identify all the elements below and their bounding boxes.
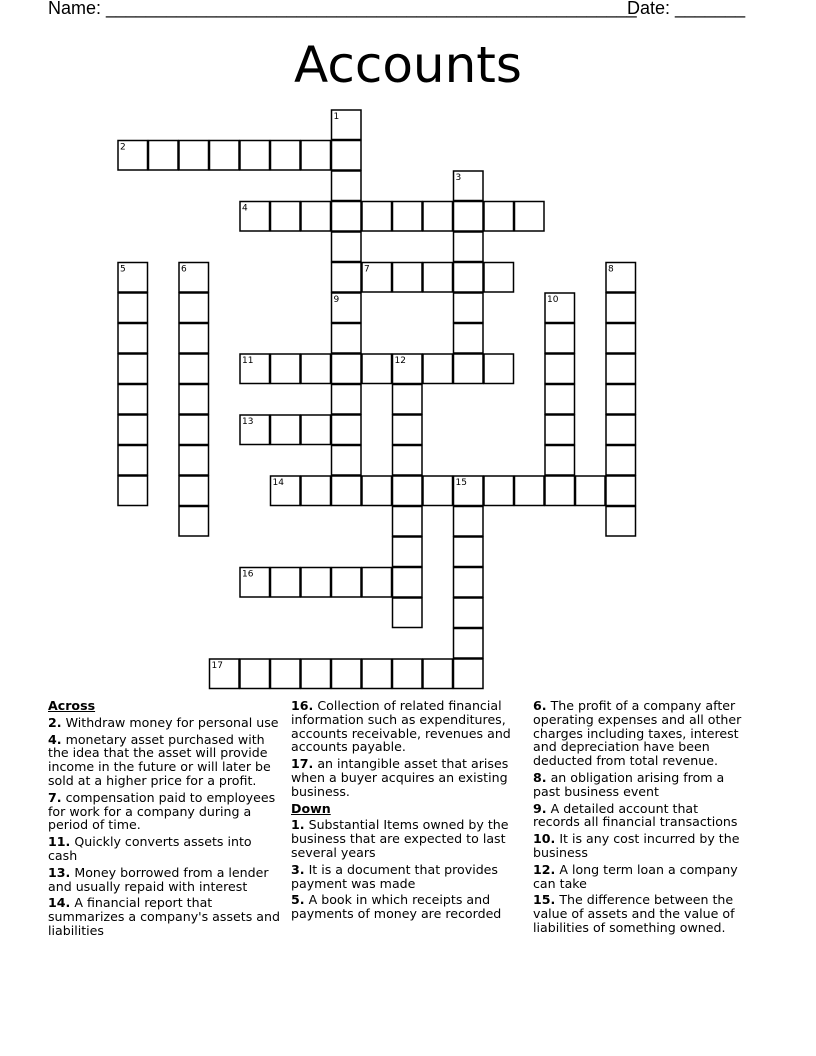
clue-number: 15. (533, 892, 556, 908)
crossword-cell[interactable] (301, 141, 331, 171)
crossword-cell[interactable] (454, 568, 484, 598)
cell-number: 12 (394, 356, 406, 366)
name-field[interactable]: Name: _____________________________________________________ (48, 0, 637, 18)
crossword-cell[interactable] (393, 385, 423, 415)
clue-down-6 (533, 699, 747, 768)
crossword-cell[interactable] (545, 324, 575, 354)
cell-number: 14 (272, 478, 284, 488)
crossword-cell[interactable] (179, 446, 209, 476)
clue-text: A financial report that summarizes a company's assets and liabilities (48, 895, 280, 938)
crossword-cell[interactable] (545, 415, 575, 445)
cell-number: 8 (608, 264, 614, 275)
crossword-cell[interactable] (118, 385, 148, 415)
page-title: Accounts (294, 36, 522, 94)
clue-across-11 (48, 835, 284, 863)
crossword-cell[interactable] (362, 354, 392, 384)
crossword-cell[interactable] (393, 476, 423, 506)
crossword-cell[interactable] (393, 537, 423, 567)
crossword-cell[interactable] (271, 141, 301, 171)
crossword-cell[interactable] (454, 598, 484, 628)
cell-number: 11 (242, 356, 254, 366)
cell-number: 7 (364, 264, 370, 275)
crossword-cell[interactable] (301, 568, 331, 598)
crossword-cell[interactable] (179, 385, 209, 415)
clue-down-8 (533, 771, 747, 799)
crossword-cell[interactable] (576, 476, 606, 506)
crossword-cell[interactable] (393, 507, 423, 537)
crossword-cell[interactable] (179, 324, 209, 354)
crossword-cell[interactable] (484, 354, 514, 384)
crossword-cell[interactable] (179, 507, 209, 537)
crossword-cell[interactable] (393, 263, 423, 293)
crossword-cell[interactable] (454, 202, 484, 232)
crossword-cell[interactable] (301, 659, 331, 689)
crossword-cell[interactable] (545, 385, 575, 415)
crossword-cell[interactable] (332, 476, 362, 506)
clues-column-2 (291, 699, 523, 924)
crossword-cell[interactable] (515, 202, 545, 232)
clue-text: an intangible asset that arises when a buyer acquires an existing business. (291, 756, 509, 799)
clues-column-3 (533, 699, 747, 938)
crossword-cell[interactable] (454, 232, 484, 262)
crossword-cell[interactable] (393, 568, 423, 598)
crossword-cell[interactable] (118, 415, 148, 445)
crossword-cell[interactable] (515, 476, 545, 506)
crossword-cell[interactable] (118, 324, 148, 354)
crossword-cell[interactable] (332, 141, 362, 171)
crossword-cell[interactable] (606, 324, 636, 354)
crossword-cell[interactable] (423, 202, 453, 232)
crossword-cell[interactable] (332, 354, 362, 384)
clue-number: 4. (48, 731, 62, 747)
cell-number: 2 (120, 142, 126, 153)
crossword-cell[interactable] (332, 568, 362, 598)
crossword-cell[interactable] (301, 476, 331, 506)
cell-number: 10 (547, 295, 559, 305)
clue-number: 14. (48, 895, 71, 911)
crossword-cell[interactable] (393, 659, 423, 689)
clue-text: It is a document that provides payment was made (291, 861, 498, 891)
clue-down-3 (291, 863, 523, 891)
crossword-cell[interactable] (454, 354, 484, 384)
crossword-cell[interactable] (545, 476, 575, 506)
crossword-cell[interactable] (362, 659, 392, 689)
crossword-cell[interactable] (240, 659, 270, 689)
clue-number: 11. (48, 834, 71, 850)
crossword-cell[interactable] (179, 141, 209, 171)
crossword-cell[interactable] (332, 263, 362, 293)
crossword-cell[interactable] (332, 324, 362, 354)
crossword-cell[interactable] (606, 476, 636, 506)
cell-number: 13 (242, 417, 254, 427)
crossword-cell[interactable] (454, 263, 484, 293)
crossword-cell[interactable] (271, 659, 301, 689)
clue-text: an obligation arising from a past business event (533, 769, 725, 799)
clue-text: The profit of a company after operating expenses and all other charges including taxes, interest and depreciation have been deducted from total revenue. (533, 698, 742, 769)
crossword-cell[interactable] (423, 354, 453, 384)
clue-down-9 (533, 802, 747, 830)
clue-across-16 (291, 699, 523, 754)
date-field[interactable]: Date: _______ (627, 0, 746, 18)
crossword-cell[interactable] (332, 385, 362, 415)
crossword-cell[interactable] (606, 446, 636, 476)
crossword-cell[interactable] (423, 263, 453, 293)
crossword-cell[interactable] (484, 263, 514, 293)
crossword-cell[interactable] (179, 476, 209, 506)
crossword-cell[interactable] (118, 354, 148, 384)
crossword-cell[interactable] (332, 415, 362, 445)
crossword-cell[interactable] (332, 232, 362, 262)
clue-number: 7. (48, 789, 62, 805)
clue-number: 10. (533, 831, 556, 847)
cell-number: 1 (333, 112, 340, 122)
down-heading: Down (291, 800, 331, 816)
clue-number: 3. (291, 861, 305, 877)
crossword-cell[interactable] (301, 202, 331, 232)
clue-text: monetary asset purchased with the idea that the asset will provide income in the future or will later be sold at a higher price for a profit. (48, 731, 271, 788)
clue-number: 6. (533, 698, 547, 713)
crossword-cell[interactable] (179, 415, 209, 445)
crossword-cell[interactable] (301, 354, 331, 384)
crossword-cell[interactable] (393, 202, 423, 232)
clue-number: 13. (48, 864, 71, 880)
clue-text: A book in which receipts and payments of money are recorded (291, 892, 502, 922)
crossword-cell[interactable] (606, 385, 636, 415)
crossword-cell[interactable] (362, 476, 392, 506)
crossword-cell[interactable] (332, 446, 362, 476)
crossword-cell[interactable] (332, 202, 362, 232)
clue-across-7 (48, 791, 284, 832)
clue-number: 2. (48, 714, 62, 730)
crossword-cell[interactable] (484, 202, 514, 232)
crossword-cell[interactable] (423, 476, 453, 506)
crossword-cell[interactable] (454, 537, 484, 567)
crossword-cell[interactable] (118, 476, 148, 506)
crossword-cell[interactable] (454, 659, 484, 689)
clue-number: 5. (291, 892, 305, 908)
clue-text: Money borrowed from a lender and usually repaid with interest (48, 864, 269, 894)
crossword-cell[interactable] (393, 415, 423, 445)
clue-text: Collection of related financial information such as expenditures, accounts receivable, revenues and accounts payable. (291, 698, 511, 755)
crossword-cell[interactable] (271, 415, 301, 445)
clue-text: The difference between the value of assets and the value of liabilities of something owned. (533, 892, 735, 935)
crossword-cell[interactable] (271, 202, 301, 232)
clue-text: Substantial Items owned by the business that are expected to last several years (291, 817, 509, 860)
crossword-cell[interactable] (454, 293, 484, 323)
cell-number: 9 (333, 295, 340, 305)
clue-down-10 (533, 832, 747, 860)
clue-across-4 (48, 733, 284, 788)
crossword-cell[interactable] (393, 446, 423, 476)
cell-number: 17 (211, 661, 223, 671)
clue-number: 8. (533, 769, 547, 785)
clue-text: It is any cost incurred by the business (533, 831, 740, 860)
cell-number: 15 (455, 478, 467, 488)
crossword-cell[interactable] (454, 507, 484, 537)
crossword-cell[interactable] (118, 446, 148, 476)
clue-text: Withdraw money for personal use (65, 714, 279, 730)
clue-across-14 (48, 896, 284, 937)
clue-number: 17. (291, 756, 314, 772)
crossword-cell[interactable] (240, 141, 270, 171)
crossword-cell[interactable] (118, 293, 148, 323)
crossword-cell[interactable] (179, 354, 209, 384)
cell-number: 6 (181, 264, 187, 275)
crossword-cell[interactable] (271, 354, 301, 384)
crossword-cell[interactable] (484, 476, 514, 506)
clue-down-1 (291, 818, 523, 859)
crossword-cell[interactable] (606, 415, 636, 445)
clue-down-5 (291, 893, 523, 921)
crossword-cell[interactable] (301, 415, 331, 445)
crossword-cell[interactable] (179, 293, 209, 323)
clue-number: 16. (291, 698, 314, 713)
cell-number: 5 (120, 264, 126, 275)
crossword-cell[interactable] (271, 568, 301, 598)
clue-across-13 (48, 866, 284, 894)
crossword-cell[interactable] (454, 324, 484, 354)
crossword-cell[interactable] (545, 354, 575, 384)
crossword-cell[interactable] (362, 568, 392, 598)
crossword-cell[interactable] (393, 598, 423, 628)
crossword-cell[interactable] (423, 659, 453, 689)
clue-down-15 (533, 893, 747, 934)
crossword-cell[interactable] (332, 659, 362, 689)
clue-text: Quickly converts assets into cash (48, 834, 252, 863)
crossword-cell[interactable] (362, 202, 392, 232)
cell-number: 4 (242, 203, 248, 214)
clue-text: A long term loan a company can take (533, 861, 738, 891)
clue-number: 9. (533, 800, 547, 816)
crossword-cell[interactable] (332, 171, 362, 201)
clue-down-12 (533, 863, 747, 891)
clue-number: 12. (533, 861, 556, 877)
crossword-cell[interactable] (210, 141, 240, 171)
crossword-cell[interactable] (606, 293, 636, 323)
crossword-cell[interactable] (454, 629, 484, 659)
clue-across-17 (291, 757, 523, 798)
cell-number: 16 (242, 569, 254, 580)
cell-number: 3 (455, 173, 462, 183)
across-heading: Across (48, 698, 96, 713)
crossword-cell[interactable] (606, 354, 636, 384)
clue-text: A detailed account that records all financial transactions (533, 800, 738, 830)
clue-text: compensation paid to employees for work for a company during a period of time. (48, 789, 276, 833)
clue-number: 1. (291, 817, 305, 833)
crossword-cell[interactable] (149, 141, 179, 171)
clues-column-1 (48, 699, 284, 941)
crossword-cell[interactable] (606, 507, 636, 537)
clue-across-2 (48, 716, 284, 730)
crossword-cell[interactable] (545, 446, 575, 476)
